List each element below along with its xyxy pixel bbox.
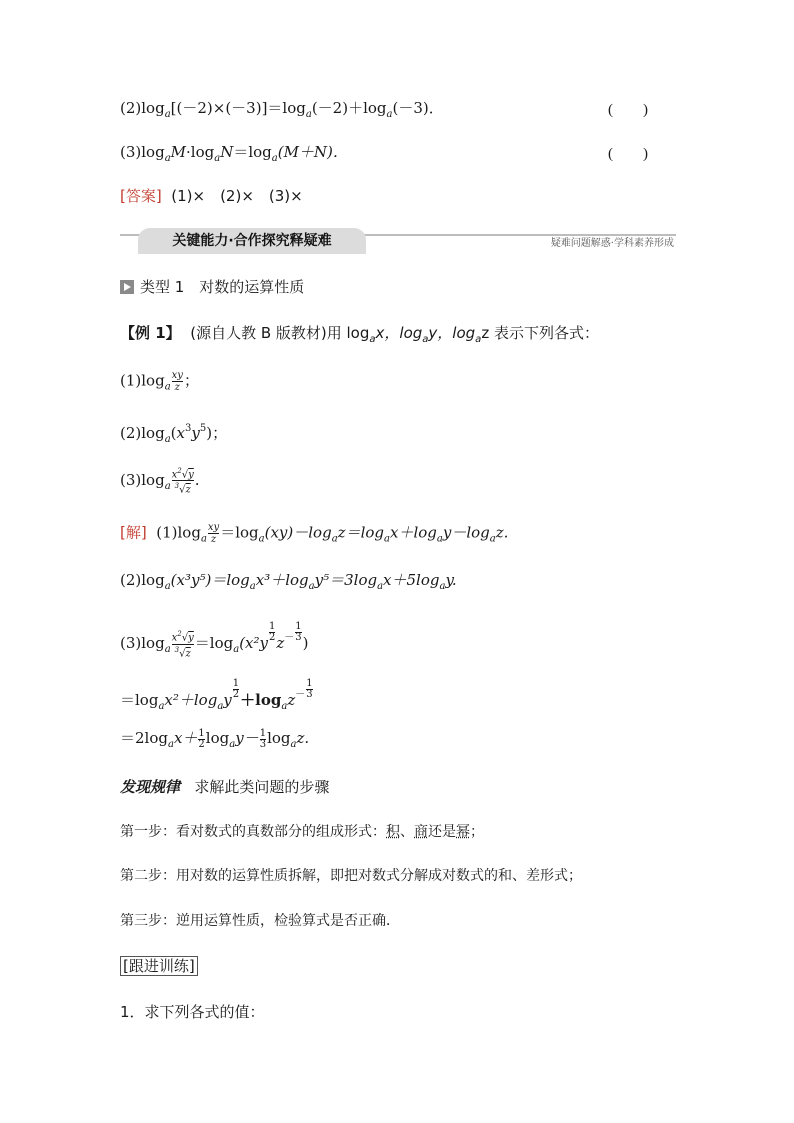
question-2 [120,98,444,125]
q2-text-d: (－3)． [392,99,444,117]
numerator-x: x [171,469,178,481]
solution-text: z＝log [337,523,385,542]
base-a: a [281,701,288,712]
q3-answer-blank[interactable]: ( ) [608,146,648,162]
base-a: a [331,533,338,545]
base-a: a [167,739,174,750]
answer-line [120,186,303,206]
solution-text: x＋log [389,523,437,542]
solution-text: log [267,729,291,747]
exp-num: 1 [232,678,240,689]
solution-text: z. [495,523,509,542]
exponent: 5 [199,423,207,434]
solution-text: y [223,691,232,709]
rule-heading [120,777,329,797]
step-text: ； [470,824,484,840]
solution-text: y. [445,571,457,589]
fraction: $\frac{x^2√y}{^3√z}$ [171,630,194,659]
q2-answer-blank[interactable]: ( ) [608,102,648,118]
base-a: a [271,153,278,164]
base-a: a [369,334,376,345]
answer-text: (1)× (2)× (3)× [171,187,303,205]
solution-text: (2)log [120,571,165,589]
example-text-d: z 表示下列各式： [481,324,599,342]
solution-text: (x³y⁵)＝log [170,571,250,589]
solution-text: ＝log [194,634,234,652]
question-3 [120,142,348,169]
fraction [172,370,183,393]
step-text: 第一步：看对数式的真数部分的组成形式： [120,824,386,840]
practice-question-1: 1．求下列各式的值： [120,1003,265,1021]
item-3-label: (3)log [120,470,165,489]
play-triangle-icon [120,280,134,294]
solution-text: z [287,691,296,709]
type-heading [120,277,304,297]
numerator-y: y [188,469,194,481]
step-keyword: 积 [386,824,400,840]
exponent: 3 [184,423,192,434]
q2-text-b: [(－2)×(－3)]＝log [170,99,306,117]
solution-text: log [205,729,230,747]
example-1 [120,323,599,350]
rule-label: 发现规律 [120,778,181,796]
exp-minus: － [284,632,295,643]
step-keyword: 幂 [456,824,470,840]
base-a: a [384,533,390,545]
q3-text-a: (3)log [120,143,165,161]
solution-1 [120,522,508,550]
step-text: 还是 [428,824,456,840]
base-a: a [439,581,446,592]
section-banner [120,228,676,254]
item-2-label: (2)log [120,424,165,442]
fraction: $\frac{x^2√y}{^3√z}$ [171,467,194,496]
rule-step-1 [120,822,484,842]
solution-text: y－log [442,523,490,542]
rule-step-3: 第三步：逆用运算性质，检验算式是否正确． [120,913,400,929]
coef-num: 1 [259,727,267,739]
base-a: a [258,533,265,545]
answer-label: [答案] [120,187,162,205]
base-a: a [475,334,482,345]
practice-heading [120,956,198,976]
base-a: a [386,109,393,120]
exp-den: 3 [306,689,313,700]
solution-text: ＝log [220,523,259,542]
solution-text: y⁵＝3log [314,571,378,589]
solution-2 [120,570,457,597]
exp-den: 2 [232,689,240,700]
type-label: 类型 1 对数的运算性质 [140,278,305,296]
base-a: a [217,701,224,712]
base-a: a [422,334,429,345]
solution-text: ＝2log [120,729,168,747]
solution-text: ) [302,634,309,652]
q3-text-f: (M＋N)． [277,143,348,161]
fraction [208,522,219,545]
exp-den: 3 [295,632,302,643]
solution-4 [120,679,314,717]
base-a: a [377,581,384,592]
exp-fraction [269,622,275,643]
solution-text: (x²y [239,634,269,652]
base-a: a [249,581,256,592]
example-text-a: (源自人教 B 版教材)用 log [190,324,370,342]
q2-text: (2)log [120,99,165,117]
base-a: a [308,581,315,592]
denominator: z [172,381,183,393]
item-2: $(2)\log_a(x^3y^5)$； [120,423,228,445]
banner-title: 关键能力·合作探究释疑难 [138,228,366,254]
solution-text: (xy)－log [264,523,332,542]
base-a: a [164,109,171,120]
solution-text: z [276,634,285,652]
solution-5 [120,728,309,755]
base-a: a [164,153,171,164]
banner-subtitle: 疑难问题解惑·学科素养形成 [550,238,674,249]
rule-title: 求解此类问题的步骤 [194,778,330,796]
base-a: a [489,533,496,545]
solution-text: x＋5log [383,571,440,589]
solution-label: [解] [120,523,147,542]
exp-num: 1 [295,621,302,632]
coef-den: 3 [259,738,267,750]
solution-3 [120,622,309,660]
step-keyword: 商 [414,824,428,840]
base-a: a [200,533,207,545]
base-a: a [164,381,171,393]
solution-text: (1)log [156,523,201,542]
exp-fraction [233,679,239,700]
base-a: a [164,434,171,445]
q2-text-c: (－2)＋log [311,99,387,117]
base-a: a [214,153,221,164]
base-a: a [305,109,312,120]
exp-num: 1 [269,621,276,632]
base-a: a [290,739,297,750]
solution-text: (3)log [120,634,165,652]
q3-text-e: ＝log [233,143,272,161]
base-a: a [158,701,165,712]
exp-fraction [295,622,301,643]
solution-text: ＋log [240,691,282,709]
solution-text: ＝log [120,691,159,709]
numerator: xy [171,370,183,381]
step-text: 、 [400,824,414,840]
base-a: a [233,644,240,655]
example-label: 【例 1】 [120,324,181,342]
rule-step-2: 第二步：用对数的运算性质拆解，即把对数式分解成对数式的和、差形式； [120,868,582,884]
exp-fraction [306,679,312,700]
numerator: xy [207,522,220,533]
exp-den: 2 [269,632,276,643]
exp-num: 1 [306,678,313,689]
base-a: a [229,739,236,750]
example-text-c: y，log [428,324,476,342]
base-a: a [164,644,171,655]
solution-text: x＋ [173,729,198,747]
base-a: a [164,581,171,592]
q3-text-b: M [170,143,187,161]
coef-fraction [260,729,266,750]
base-a: a [164,480,171,492]
item-1-label: (1)log [120,371,165,390]
exp-minus: － [295,689,306,700]
example-text-b: x，log [375,324,423,342]
practice-label: [跟进训练] [120,956,198,976]
q3-text-c: ·log [186,143,215,161]
coef-den: 2 [198,738,205,750]
solution-text: y－ [235,729,259,747]
denominator: z [208,533,219,545]
coef-fraction [198,729,204,750]
base-a: a [436,533,443,545]
solution-text: z. [296,729,310,747]
q3-text-d: N [220,143,234,161]
item-3: $(3)\log_a$ $\frac{x^2√y}{^3√z}$ . [120,467,200,496]
solution-text: x²＋log [164,691,218,709]
coef-num: 1 [198,727,205,739]
denominator-z: z [185,484,191,496]
item-1: $(1)\log_a$ $\frac{xy}{z}$ ； [120,370,199,393]
solution-text: x³＋log [255,571,309,589]
